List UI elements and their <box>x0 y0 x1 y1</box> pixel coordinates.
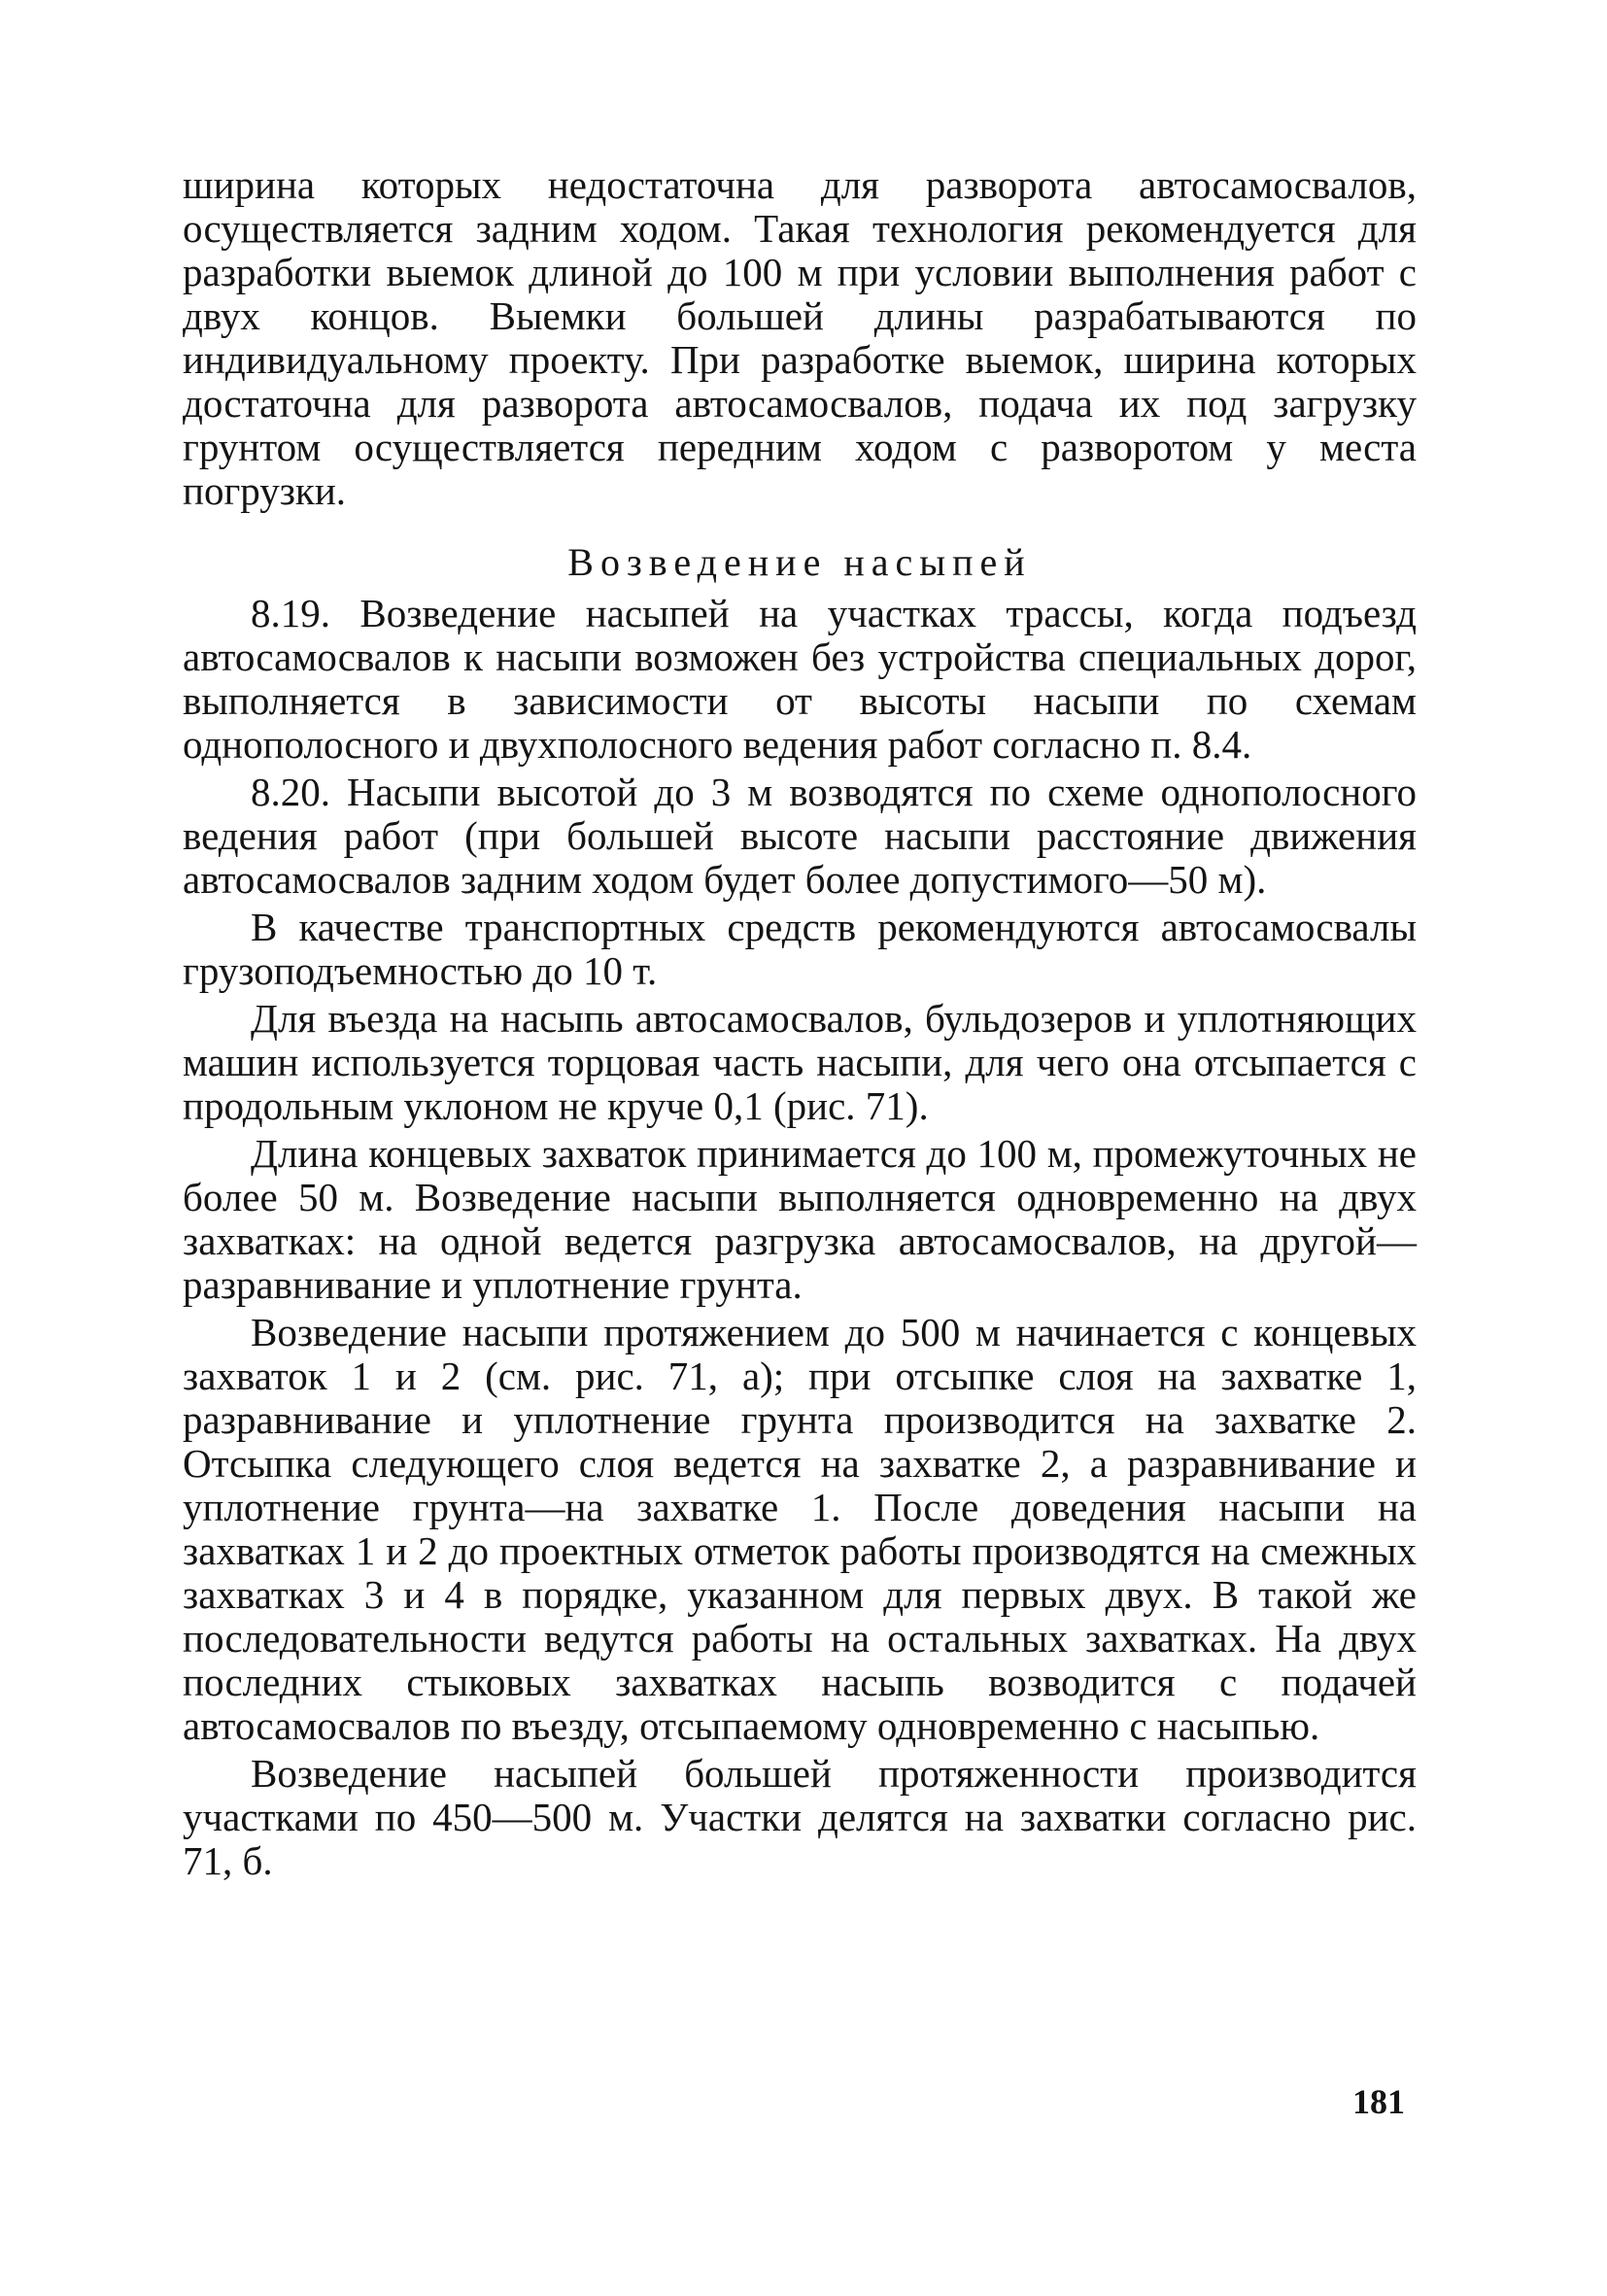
section-heading: Возведение насыпей <box>567 540 1032 584</box>
paragraph-transport: В качестве транспортных средств рекомендуются автосамосвалы грузоподъемностью до 10 т. <box>183 905 1417 993</box>
page-number: 181 <box>1352 2082 1405 2121</box>
body-text <box>183 163 1417 1883</box>
paragraph-section-length: Длина концевых захваток принимается до 100 м, промежуточных не более 50 м. Возведение насыпи выполняется одновременно на двух захватках: на одной ведется разгрузка автосамосвалов, на другой—разравнивание и уплотнение грунта. <box>183 1131 1417 1307</box>
paragraph-excavation-continuation: ширина которых недостаточна для разворота автосамосвалов, осуществляется задним ходом. Такая технология рекомендуется для разработки выемок длиной до 100 м при условии выполнения работ с двух концов. Выемки большей длины разрабатываются по индивидуальному проекту. При разработке выемок, ширина которых достаточна для разворота автосамосвалов, подача их под загрузку грунтом осуществляется передним ходом с разворотом у места погрузки. <box>183 162 1417 513</box>
paragraph-8-19: 8.19. Возведение насыпей на участках трассы, когда подъезд автосамосвалов к насыпи возможен без устройства специальных дорог, выполняется в зависимости от высоты насыпи по схемам однополосного и двухполосного ведения работ согласно п. 8.4. <box>183 591 1417 767</box>
paragraph-long-embankments: Возведение насыпей большей протяженности производится участками по 450—500 м. Участки делятся на захватки согласно рис. 71, б. <box>183 1751 1417 1883</box>
paragraph-construction-sequence: Возведение насыпи протяжением до 500 м начинается с концевых захваток 1 и 2 (см. рис. 71, а); при отсыпке слоя на захватке 1, разравнивание и уплотнение грунта производится на захватке 2. Отсыпка следующего слоя ведется на захватке 2, а разравнивание и уплотнение грунта—на захватке 1. После доведения насыпи на захватках 1 и 2 до проектных отметок работы производятся на смежных захватках 3 и 4 в порядке, указанном для первых двух. В такой же последовательности ведутся работы на остальных захватках. На двух последних стыковых захватках насыпь возводится с подачей автосамосвалов по въезду, отсыпаемому одновременно с насыпью. <box>183 1310 1417 1748</box>
paragraph-entry-ramp: Для въезда на насыпь автосамосвалов, бульдозеров и уплотняющих машин используется торцовая часть насыпи, для чего она отсыпается с продольным уклоном не круче 0,1 (рис. 71). <box>183 996 1417 1128</box>
paragraph-8-20: 8.20. Насыпи высотой до 3 м возводятся по схеме однополосного ведения работ (при большей высоте насыпи расстояние движения автосамосвалов задним ходом будет более допустимого—50 м). <box>183 770 1417 902</box>
